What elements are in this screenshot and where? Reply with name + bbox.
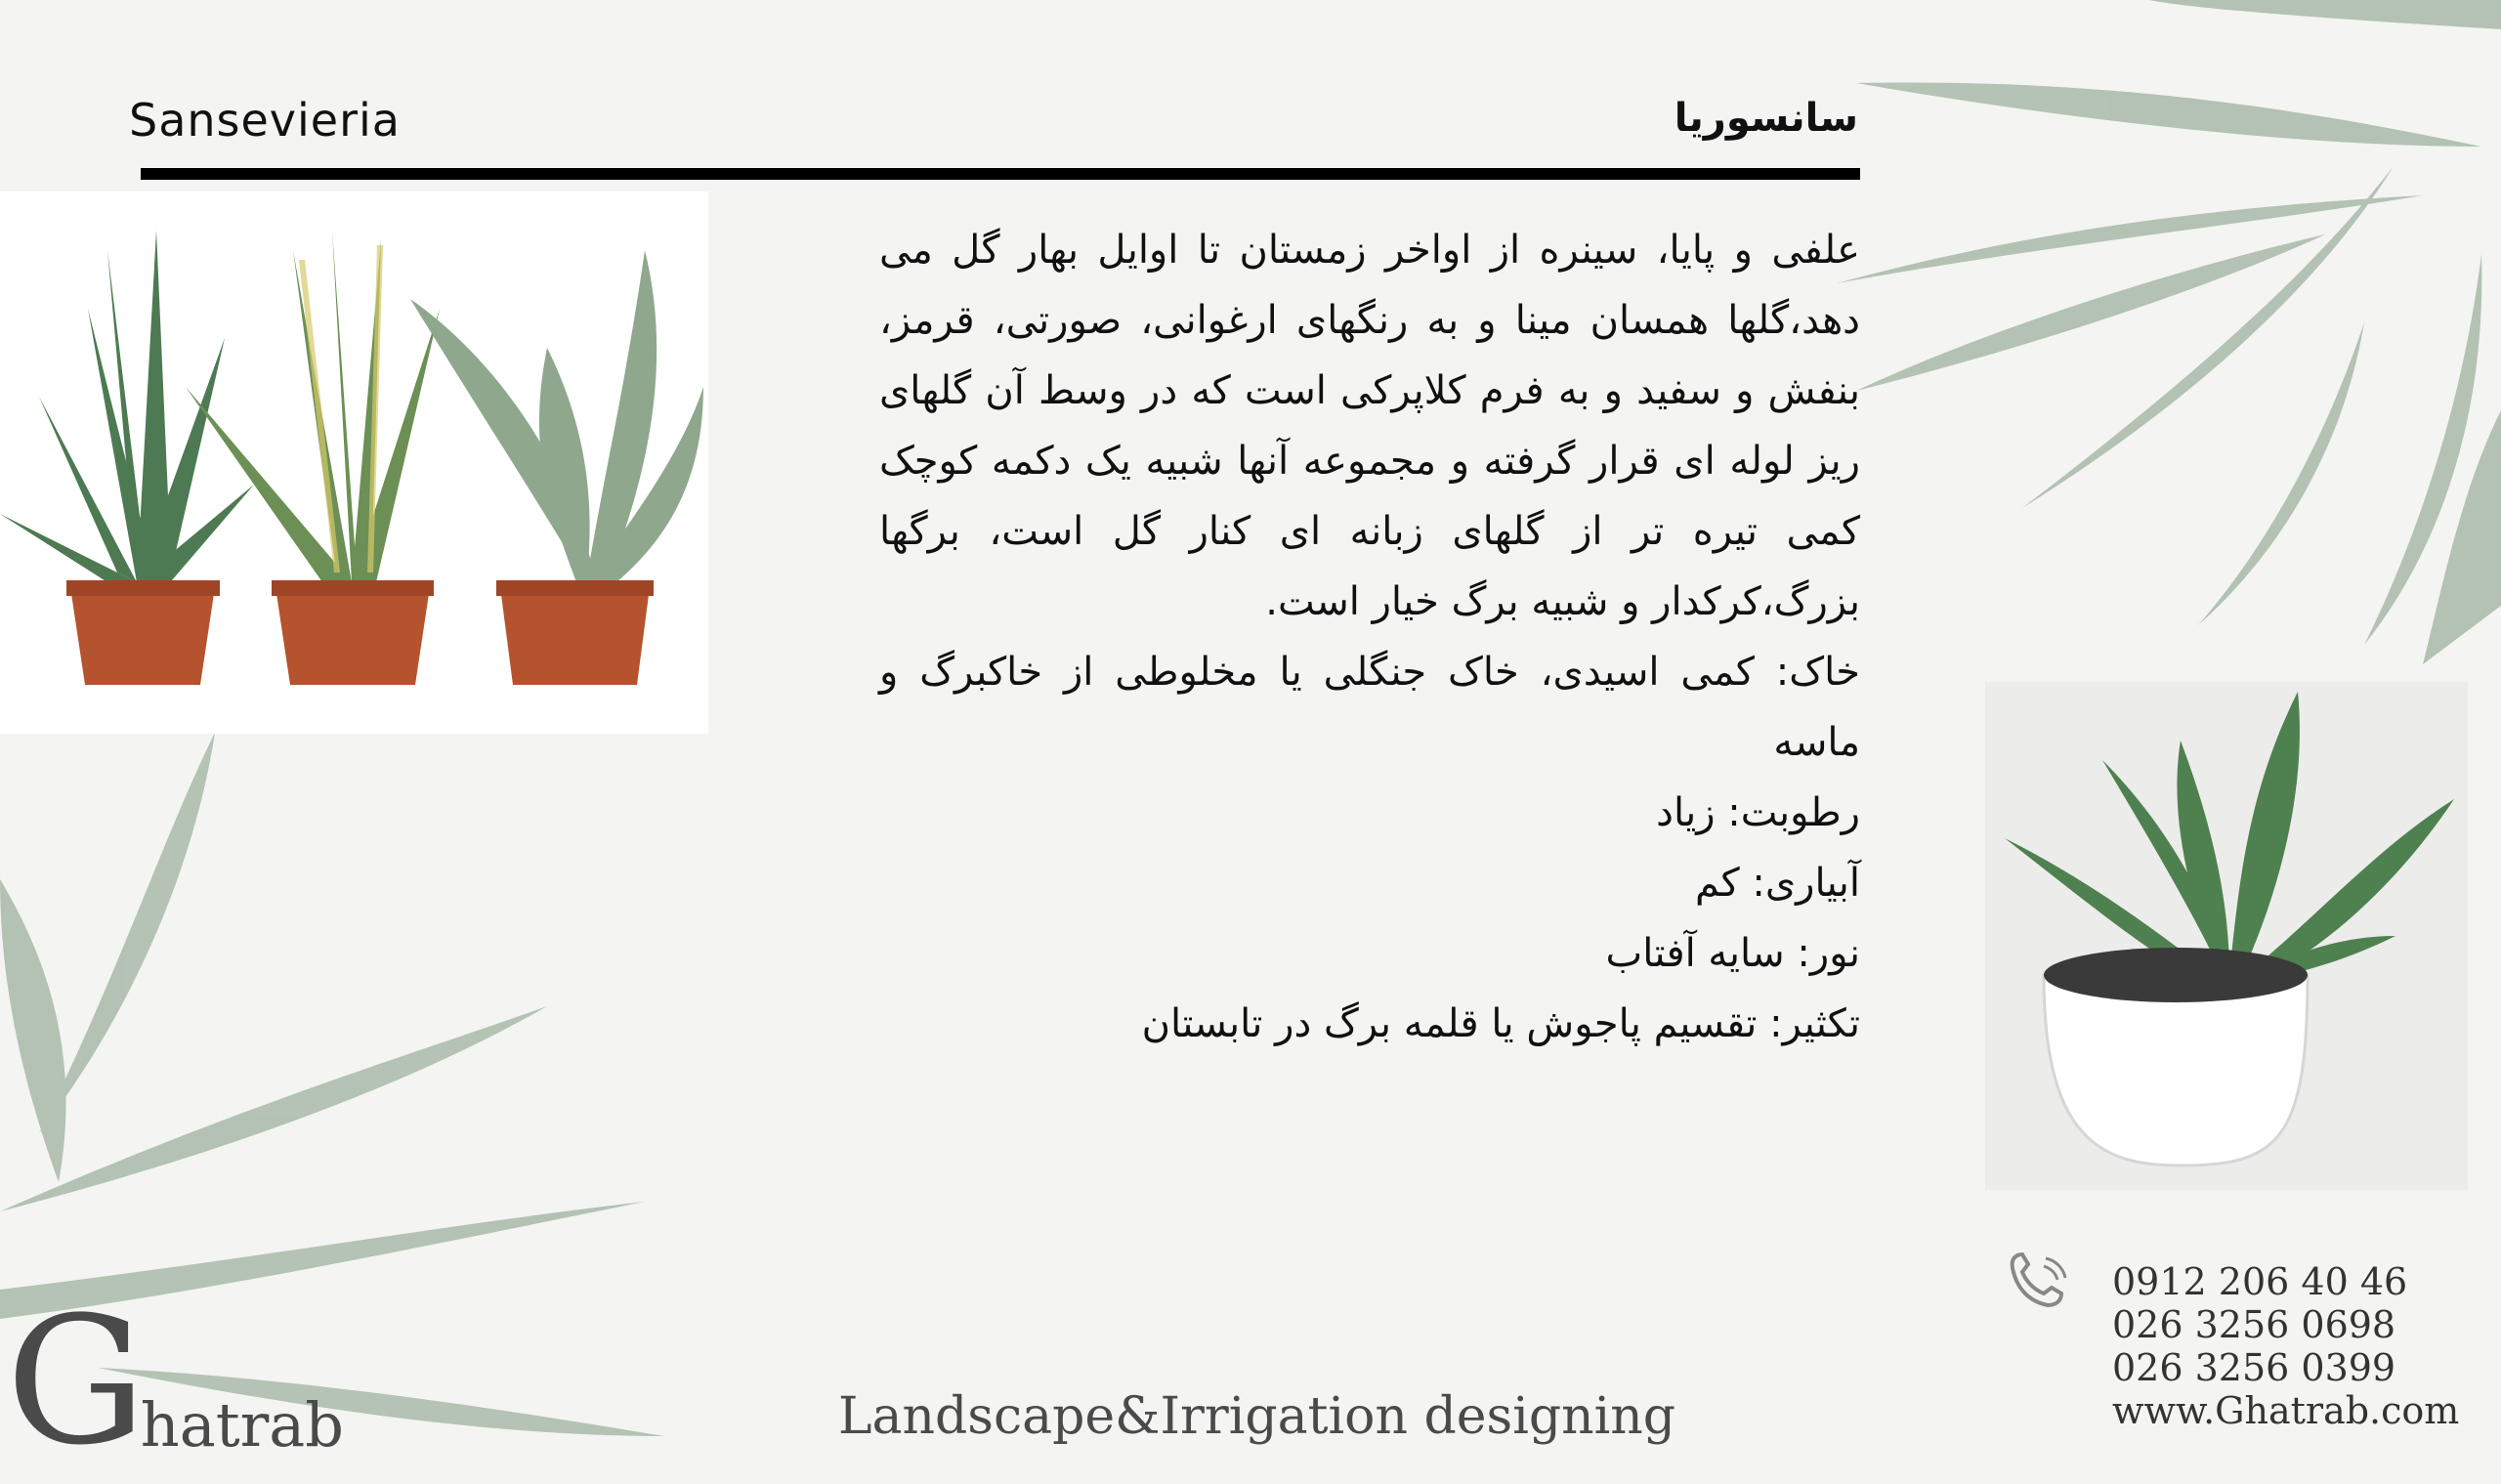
- humidity-info: رطوبت: زیاد: [1656, 790, 1860, 835]
- phone-number: 0912 206 40 46: [2112, 1260, 2408, 1303]
- phone-number: 026 3256 0698: [2112, 1303, 2396, 1346]
- contact-info: [2112, 1260, 2459, 1432]
- sansevieria-white-pot-photo: [1985, 682, 2468, 1190]
- description-paragraph: علفی و پایا، سینره از اواخر زمستان تا اوایل بهار گل می دهد،گلها همسان مینا و به رنگهای ارغوانی، صورتی، قرمز، بنفش و سفید و به فرم کلاپرکی است که در وسط آن گلهای ریز لوله ای قرار گرفته و مجموعه آنها شبیه یک دکمه کوچک کمی تیره تر از گلهای زبانه ای کنار گل است، برگها بزرگ،کرکدار و شبیه برگ خیار است.: [879, 228, 1860, 624]
- title-english: Sansevieria: [129, 94, 401, 147]
- plant-description: [879, 215, 1860, 1059]
- light-info: نور: سایه آفتاب: [1605, 931, 1860, 976]
- sansevieria-three-pots-photo: [0, 191, 708, 734]
- company-tagline: Landscape&Irrigation designing: [838, 1387, 1676, 1446]
- phone-icon: [2003, 1251, 2073, 1309]
- title-divider: [141, 168, 1860, 180]
- website-link[interactable]: www.Ghatrab.com: [2112, 1389, 2460, 1432]
- watering-info: آبیاری: کم: [1695, 861, 1860, 906]
- phone-number: 026 3256 0399: [2112, 1346, 2396, 1389]
- propagation-info: تکثیر: تقسیم پاجوش یا قلمه برگ در تابستان: [1141, 1001, 1860, 1046]
- logo-text: hatrab: [140, 1389, 344, 1461]
- ghatrab-logo: [6, 1280, 344, 1484]
- logo-initial: G: [6, 1280, 147, 1484]
- title-persian: سانسوریا: [1674, 96, 1858, 141]
- soil-info: خاک: کمی اسیدی، خاک جنگلی یا مخلوطی از خاکبرگ و ماسه: [879, 650, 1860, 765]
